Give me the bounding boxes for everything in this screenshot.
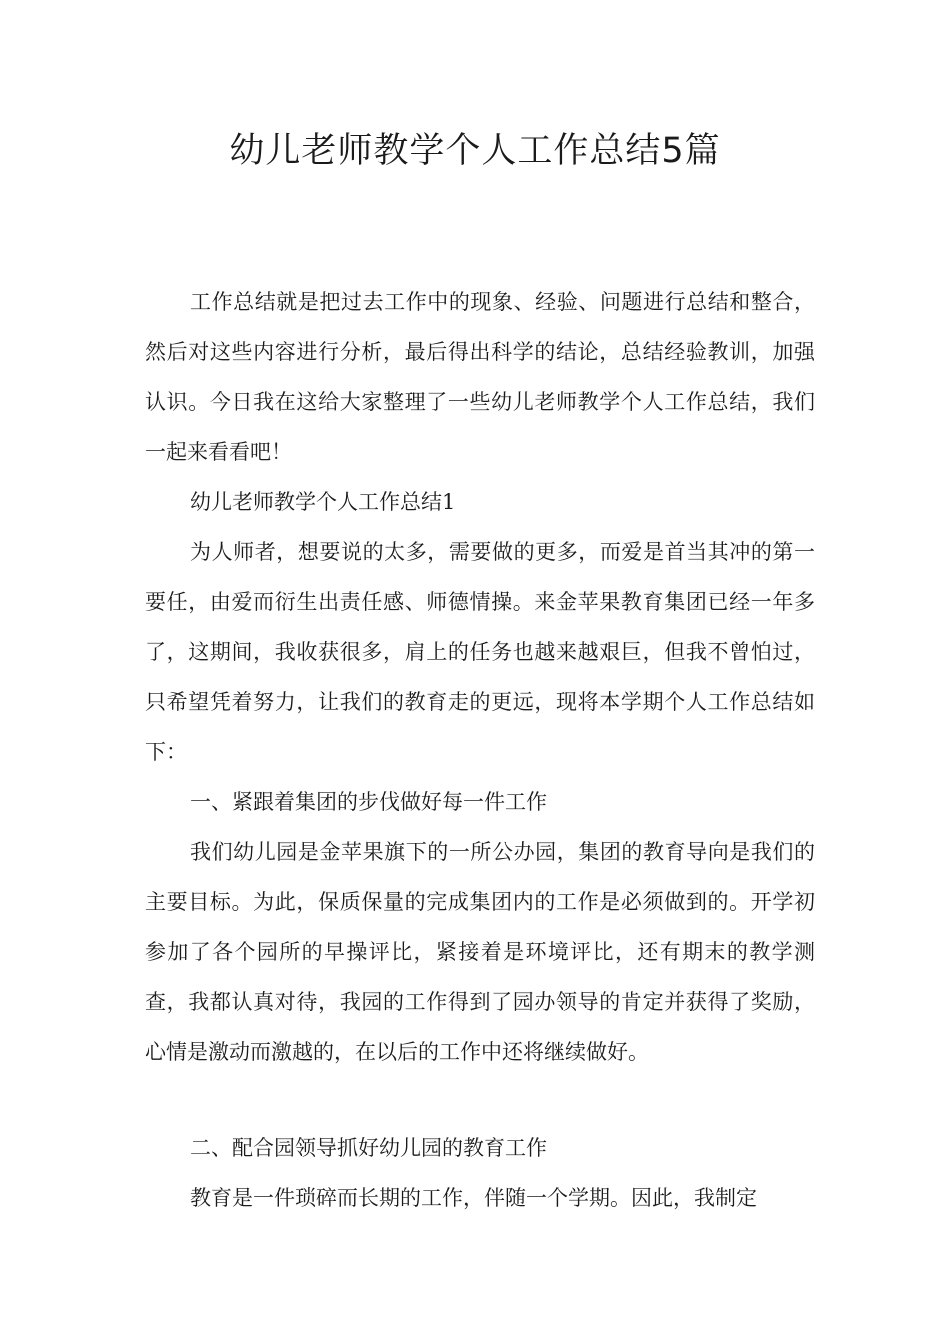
body-paragraph: 教育是一件琐碎而长期的工作，伴随一个学期。因此，我制定 <box>190 1186 757 1210</box>
section-heading-1: 幼儿老师教学个人工作总结1 <box>190 490 456 514</box>
body-paragraph: 我们幼儿园是金苹果旗下的一所公办园，集团的教育导向是我们的主要目标。为此，保质保量的完成集团内的工作是必须做到的。开学初参加了各个园所的早操评比，紧接着是环境评比，还有期末的教学测查，我都认真对待，我园的工作得到了园办领导的肯定并获得了奖励，心情是激动而激越的，在以后的工作中还将继续做好。 <box>145 840 815 1064</box>
subsection-heading-1: 一、紧跟着集团的步伐做好每一件工作 <box>190 790 547 814</box>
intro-paragraph: 工作总结就是把过去工作中的现象、经验、问题进行总结和整合，然后对这些内容进行分析，最后得出科学的结论，总结经验教训，加强认识。今日我在这给大家整理了一些幼儿老师教学个人工作总结，我们一起来看看吧！ <box>145 290 815 464</box>
subsection-heading-2: 二、配合园领导抓好幼儿园的教育工作 <box>190 1136 547 1160</box>
body-paragraph: 为人师者，想要说的太多，需要做的更多，而爱是首当其冲的第一要任，由爱而衍生出责任感、师德情操。来金苹果教育集团已经一年多了，这期间，我收获很多，肩上的任务也越来越艰巨，但我不曾怕过，只希望凭着努力，让我们的教育走的更远，现将本学期个人工作总结如下： <box>145 540 815 764</box>
document-title: 幼儿老师教学个人工作总结5篇 <box>229 131 721 171</box>
